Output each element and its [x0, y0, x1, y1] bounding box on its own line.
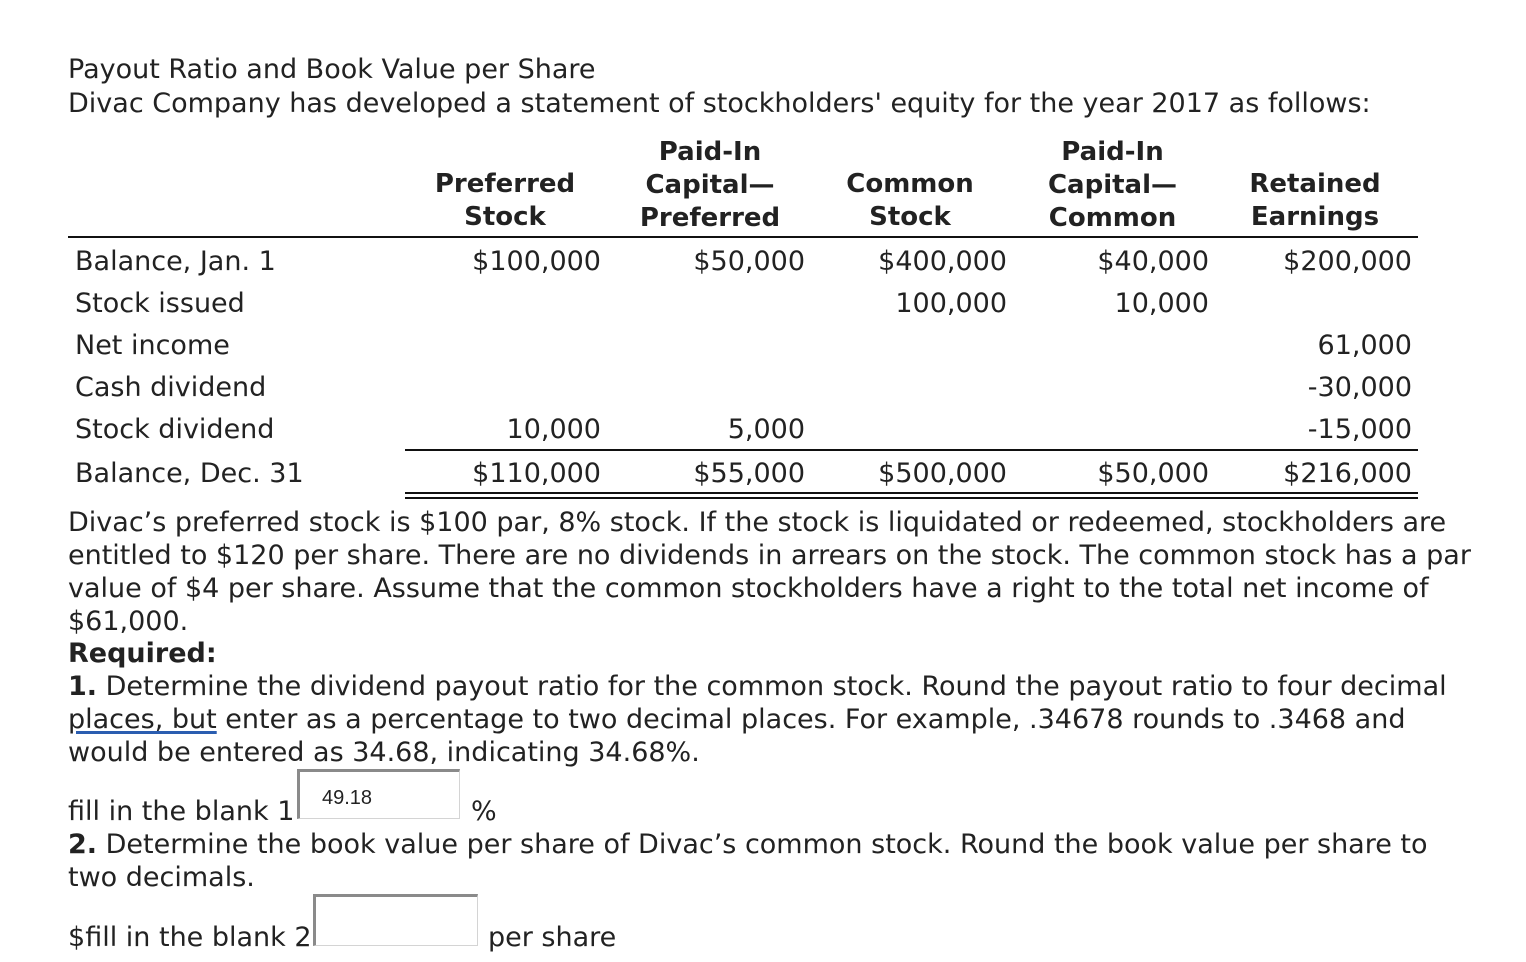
blank-2-input[interactable]: [313, 894, 478, 946]
question-2-text: Determine the book value per share of Divac’s common stock. Round the book value per share to two decimals.: [68, 829, 1428, 893]
header-preferred-stock: Preferred Stock: [434, 169, 576, 232]
question-1-text-before: Determine the dividend payout ratio for the common stock. Round the payout ratio to four decimal: [97, 671, 1447, 702]
total-rule-top: [405, 492, 1418, 494]
required-label: Required:: [68, 638, 217, 669]
question-1: [68, 670, 1478, 769]
question-2-number: 2.: [68, 829, 98, 860]
blank-1-label: fill in the blank 1: [68, 796, 295, 827]
question-1-number: 1.: [68, 671, 98, 702]
header-retained-earnings: Retained Earnings: [1249, 169, 1381, 232]
page-title: Payout Ratio and Book Value per Share: [68, 54, 596, 85]
currency-prefix: $: [68, 922, 86, 953]
header-paid-in-capital-common: Paid-In Capital— Common: [1047, 137, 1178, 233]
blank-2-unit: per share: [488, 922, 617, 953]
question-2: [68, 828, 1478, 894]
blank-1-input[interactable]: [297, 769, 460, 819]
blank-1-unit: %: [471, 796, 497, 827]
intro-text: Divac Company has developed a statement of stockholders' equity for the year 2017 as follows:: [68, 88, 1371, 119]
header-rule: [68, 236, 1418, 238]
description-text: Divac’s preferred stock is $100 par, 8% stock. If the stock is liquidated or redeemed, stockholders are entitled to $120 per share. There are no dividends in arrears on the stock. The common stock has a par value of $4 per share. Assume that the common stockholders have a right to the total net income of $61,000.: [68, 507, 1471, 637]
blank-2-label: $fill in the blank 2: [68, 922, 312, 953]
header-paid-in-capital-preferred: Paid-In Capital— Preferred: [639, 137, 781, 233]
question-1-text-after: enter as a percentage to two decimal places. For example, .34678 rounds to .3468 and would be entered as 34.68, indicating 34.68%.: [68, 704, 1406, 768]
total-rule-bottom: [405, 497, 1418, 499]
subtotal-rule: [405, 449, 1418, 451]
header-common-stock: Common Stock: [846, 169, 974, 232]
spellcheck-link[interactable]: places, but: [68, 704, 217, 735]
